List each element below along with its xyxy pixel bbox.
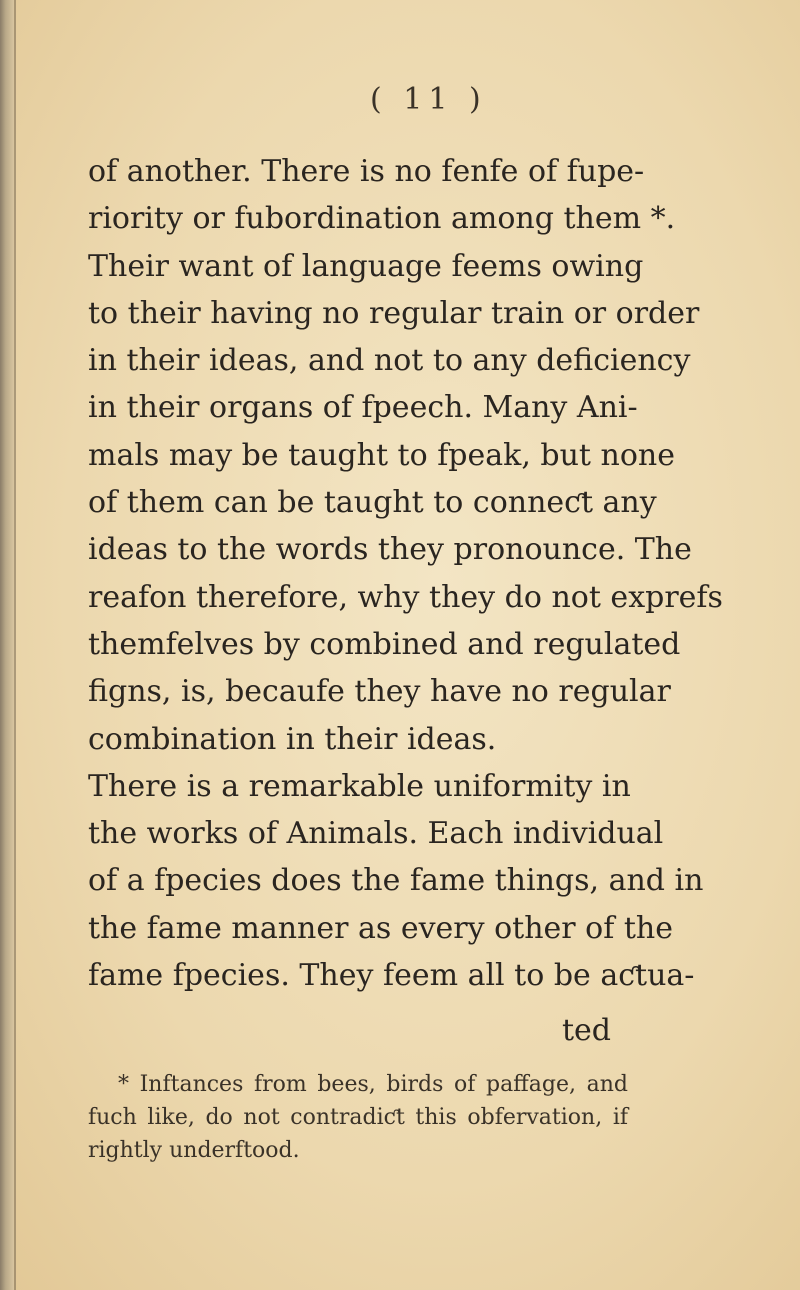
body-line: There is a remarkable uniformity in: [88, 768, 631, 804]
footnote-line: * Inftances from bees, birds of paffage, and: [118, 1072, 628, 1097]
footnote-line: fuch like, do not contradiƈt this obfervation, if: [88, 1105, 628, 1130]
body-line: Their want of language feems owing: [88, 248, 644, 284]
body-line: in their organs of fpeech. Many Ani-: [88, 390, 638, 426]
body-line: of them can be taught to conneƈt any: [88, 485, 657, 521]
body-line: to their having no regular train or order: [88, 295, 700, 331]
body-line: mals may be taught to fpeak, but none: [88, 437, 675, 473]
body-text: [88, 148, 723, 999]
body-line: reafon therefore, why they do not exprefs: [88, 579, 723, 615]
body-line: of a fpecies does the fame things, and in: [88, 863, 704, 899]
catchword: ted: [562, 1013, 612, 1048]
body-line: combination in their ideas.: [88, 721, 497, 757]
gutter-edge: [14, 0, 16, 1290]
body-line: riority or fubordination among them *.: [88, 201, 676, 237]
body-line: figns, is, becaufe they have no regular: [88, 674, 671, 710]
footnote-line: rightly underftood.: [88, 1138, 300, 1163]
page-number: ( 11 ): [370, 82, 487, 117]
body-line: of another. There is no fenfe of fupe-: [88, 154, 645, 189]
body-line: the fame manner as every other of the: [88, 910, 673, 946]
page-gutter: [0, 0, 14, 1290]
footnote: [88, 1068, 628, 1167]
body-line: ideas to the words they pronounce. The: [88, 532, 692, 568]
body-line: the works of Animals. Each individual: [88, 816, 664, 852]
body-line: in their ideas, and not to any deficiency: [88, 343, 691, 379]
body-line: fame fpecies. They feem all to be aƈtua-: [88, 958, 695, 994]
body-line: themfelves by combined and regulated: [88, 626, 681, 662]
